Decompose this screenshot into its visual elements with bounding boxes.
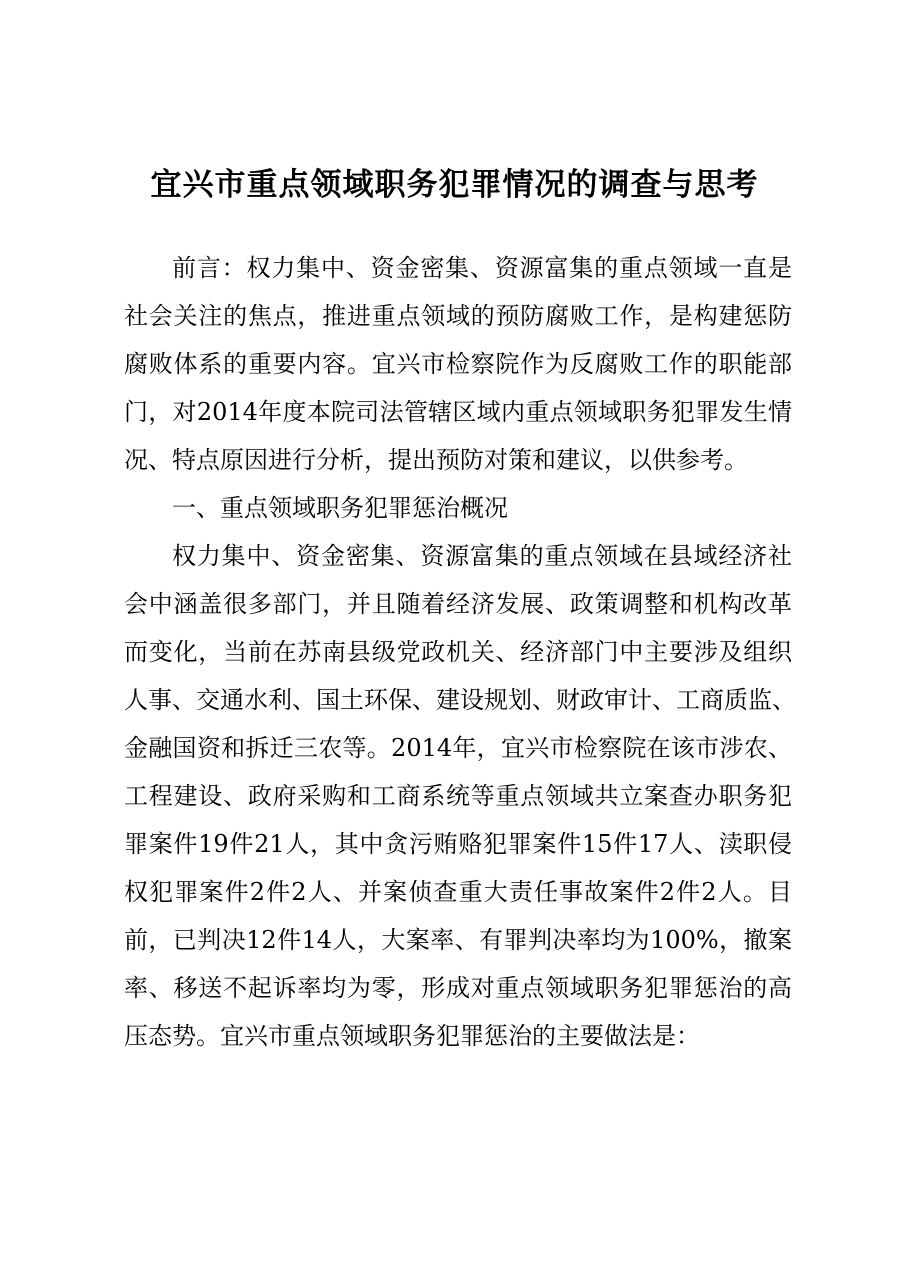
preface-line-2: 社会关注的焦点，推进重点领域的预防腐败工作，是构建惩防 <box>124 302 792 330</box>
body-line-10: 率、移送不起诉率均为零，形成对重点领域职务犯罪惩治的高 <box>124 974 792 1002</box>
document-title: 宜兴市重点领域职务犯罪情况的调查与思考 <box>150 167 759 203</box>
body-line-11: 压态势。宜兴市重点领域职务犯罪惩治的主要做法是： <box>124 1022 700 1050</box>
body-line-8: 权犯罪案件2件2人、并案侦查重大责任事故案件2件2人。目 <box>124 878 792 906</box>
preface-line-1: 前言：权力集中、资金密集、资源富集的重点领域一直是 <box>172 254 792 282</box>
body-line-5: 金融国资和拆迁三农等。2014年，宜兴市检察院在该市涉农、 <box>124 734 792 762</box>
body-line-7: 罪案件19件21人，其中贪污贿赂犯罪案件15件17人、渎职侵 <box>124 830 792 858</box>
body-line-1: 权力集中、资金密集、资源富集的重点领域在县域经济社 <box>172 542 792 570</box>
section-heading: 一、重点领域职务犯罪惩治概况 <box>172 494 508 522</box>
body-line-4: 人事、交通水利、国土环保、建设规划、财政审计、工商质监、 <box>124 686 796 714</box>
body-line-3: 而变化，当前在苏南县级党政机关、经济部门中主要涉及组织 <box>124 638 792 666</box>
preface-line-4: 门，对2014年度本院司法管辖区域内重点领域职务犯罪发生情 <box>124 398 792 426</box>
body-line-2: 会中涵盖很多部门，并且随着经济发展、政策调整和机构改革 <box>124 590 792 618</box>
preface-line-5: 况、特点原因进行分析，提出预防对策和建议，以供参考。 <box>124 446 748 474</box>
preface-line-3: 腐败体系的重要内容。宜兴市检察院作为反腐败工作的职能部 <box>124 350 792 378</box>
body-line-9: 前，已判决12件14人，大案率、有罪判决率均为100%，撤案 <box>124 926 792 954</box>
body-line-6: 工程建设、政府采购和工商系统等重点领域共立案查办职务犯 <box>124 782 792 810</box>
